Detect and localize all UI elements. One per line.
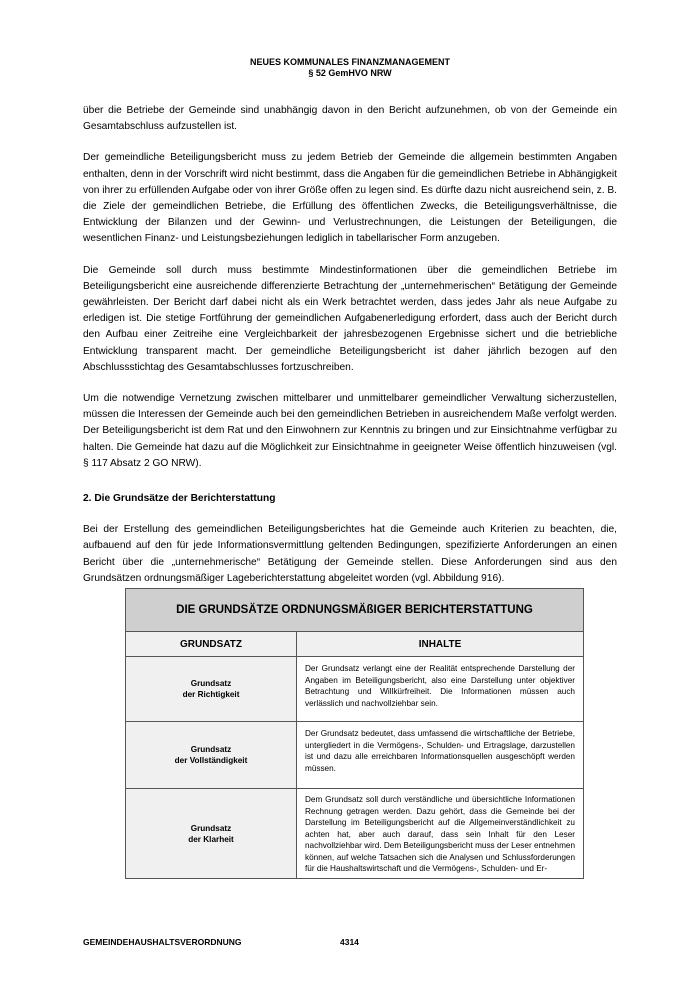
paragraph: Die Gemeinde soll durch muss bestimmte Mindestinformationen über die gemeindlichen Betriebe im Beteiligungsbericht eine ausreichende differenzierte Betrachtung der „unternehmerischen“ Betätigung der Gemeinde gewährleisten. Der Bericht darf dabei nicht als ein Werk betrachtet werden, dass jedes Jahr als neue Aufgabe zu erledigen ist. Die stetige Fortführung der gemeindlichen Aufgabenerledigung erfordert, dass auch der Bericht durch den Aufbau einer Zeitreihe eine Vergleichbarkeit der jahresbezogenen Ergebnisse sichert und die betriebliche Entwicklung transparent macht. Der gemeindliche Beteiligungsbericht ist daher jährlich bezogen auf den Abschlussstichtag des Gesamtabschlusses fortzuschreiben. — [83, 264, 617, 373]
document-body — [83, 103, 617, 602]
table-row — [126, 657, 584, 722]
row-label: Grundsatz der Richtigkeit — [126, 657, 297, 722]
page-header — [0, 57, 700, 79]
section-heading: 2. Die Grundsätze der Berichterstattung — [83, 493, 276, 505]
page-number: 4314 — [340, 937, 359, 947]
row-label: Grundsatz der Klarheit — [126, 789, 297, 879]
table-row — [126, 722, 584, 789]
column-header-inhalte: INHALTE — [297, 632, 584, 657]
table-title: DIE GRUNDSÄTZE ORDNUNGSMÄßIGER BERICHTERSTATTUNG — [126, 589, 584, 632]
header-title: NEUES KOMMUNALES FINANZMANAGEMENT — [250, 57, 450, 67]
paragraph: Der gemeindliche Beteiligungsbericht muss zu jedem Betrieb der Gemeinde die allgemein bestimmten Angaben enthalten, denn in der Vorschrift wird nicht bestimmt, dass die Angaben für die gemeindlichen Betriebe in Abhängigkeit von ihrer zu erfüllenden Aufgabe oder von ihrer Größe offen zu legen sind. Es dürfte dazu nicht ausreichend sein, z. B. die Ziele der gemeindlichen Betriebe, die Erfüllung des öffentlichen Zwecks, die Beteiligungsverhältnisse, die Entwicklung der Bilanzen und der Gewinn- und Verlustrechnungen, die Leistungen der Beteiligungen, die wesentlichen Finanz- und Leistungsbeziehungen lediglich in tabellarischer Form anzugeben. — [83, 152, 617, 245]
paragraph: über die Betriebe der Gemeinde sind unabhängig davon in den Bericht aufzunehmen, ob von der Gemeinde ein Gesamtabschluss aufzustellen ist. — [83, 105, 617, 133]
row-content: Der Grundsatz bedeutet, dass umfassend die wirtschaftliche der Betriebe, untergliedert in die Vermögens-, Schulden- und Ertragslage, darzustellen ist und dazu alle erreichbaren Informationsquellen ausgeschöpft werden müssen. — [297, 722, 584, 789]
table-row — [126, 789, 584, 879]
paragraph: Bei der Erstellung des gemeindlichen Beteiligungsberichtes hat die Gemeinde auch Kriterien zu beachten, die, aufbauend auf den für jede Informationsvermittlung geltenden Bedingungen, spezifizierte Anforderungen an einen Bericht über die „unternehmerische“ Betätigung der Gemeinde stellen. Diese Anforderungen sind aus den Grundsätzen ordnungsmäßiger Lageberichterstattung abgeleitet worden (vgl. Abbildung 916). — [83, 524, 617, 584]
footer-title: GEMEINDEHAUSHALTSVERORDNUNG — [83, 937, 242, 947]
row-content: Der Grundsatz verlangt eine der Realität entsprechende Darstellung der Angaben im Beteiligungsbericht, also eine Darstellung unter objektiver Betrachtung und Willkürfreiheit. Die Informationen müssen auch verlässlich und nachvollziehbar sein. — [297, 657, 584, 722]
principles-table — [125, 588, 583, 879]
row-content: Dem Grundsatz soll durch verständliche und übersichtliche Informationen Rechnung getragen werden. Dazu gehört, dass die Gemeinde bei der Darstellung im Beteiligungsbericht auf die Allgemeinverständlichkeit zu achten hat, aber auch darauf, dass sein Inhalt für den Leser nachvollziehbar wird. Dem Beteiligungsbericht muss der Leser entnehmen können, auf welche Tatsachen sich die Analysen und Schlussforderungen für die Haushaltswirtschaft und die Vermögens-, Schulden- und Er- — [297, 789, 584, 879]
row-label: Grundsatz der Vollständigkeit — [126, 722, 297, 789]
header-subtitle: § 52 GemHVO NRW — [308, 68, 392, 78]
paragraph: Um die notwendige Vernetzung zwischen mittelbarer und unmittelbarer gemeindlicher Verwaltung sicherzustellen, müssen die Interessen der Gemeinde auch bei den gemeindlichen Betrieben in ausreichendem Maße verfolgt werden. Der Beteiligungsbericht ist dem Rat und den Einwohnern zur Kenntnis zu bringen und zur Einsichtnahme verfügbar zu halten. Die Gemeinde hat dazu auf die Möglichkeit zur Einsichtnahme in geeigneter Weise öffentlich hinzuweisen (vgl. § 117 Absatz 2 GO NRW). — [83, 393, 617, 469]
column-header-grundsatz: GRUNDSATZ — [126, 632, 297, 657]
